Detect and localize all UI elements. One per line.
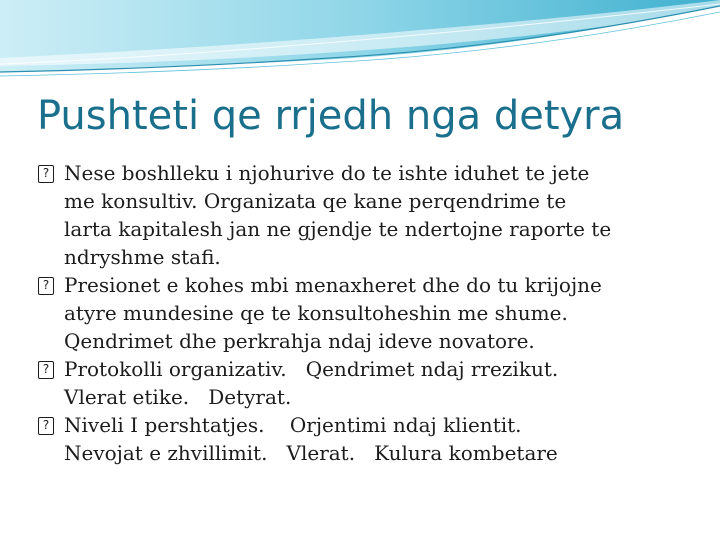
bullet-glyph-icon: ? xyxy=(38,277,54,295)
header-wave-banner xyxy=(0,0,720,80)
bullet-line: Qendrimet dhe perkrahja ndaj ideve novatore. xyxy=(64,329,535,353)
bullet-item xyxy=(38,159,698,271)
bullet-item xyxy=(38,411,698,467)
bullet-line: ndryshme stafi. xyxy=(64,245,221,269)
bullet-glyph-icon: ? xyxy=(38,417,54,435)
bullet-line: Protokolli organizativ. Qendrimet ndaj rrezikut. xyxy=(64,357,559,381)
bullet-line: atyre mundesine qe te konsultoheshin me shume. xyxy=(64,301,568,325)
bullet-line: Nese boshlleku i njohurive do te ishte iduhet te jete xyxy=(64,161,590,185)
bullet-item xyxy=(38,271,698,355)
bullet-line: Niveli I pershtatjes. Orjentimi ndaj klientit. xyxy=(64,413,522,437)
bullet-line: Presionet e kohes mbi menaxheret dhe do tu krijojne xyxy=(64,273,602,297)
bullet-glyph-icon: ? xyxy=(38,361,54,379)
slide-title: Pushteti qe rrjedh nga detyra xyxy=(37,93,625,139)
bullet-glyph-icon: ? xyxy=(38,165,54,183)
bullet-list xyxy=(38,159,698,467)
bullet-line: me konsultiv. Organizata qe kane perqendrime te xyxy=(64,189,567,213)
bullet-item xyxy=(38,355,698,411)
bullet-line: larta kapitalesh jan ne gjendje te ndertojne raporte te xyxy=(64,217,612,241)
bullet-line: Vlerat etike. Detyrat. xyxy=(64,385,292,409)
bullet-line: Nevojat e zhvillimit. Vlerat. Kulura kombetare xyxy=(64,441,558,465)
